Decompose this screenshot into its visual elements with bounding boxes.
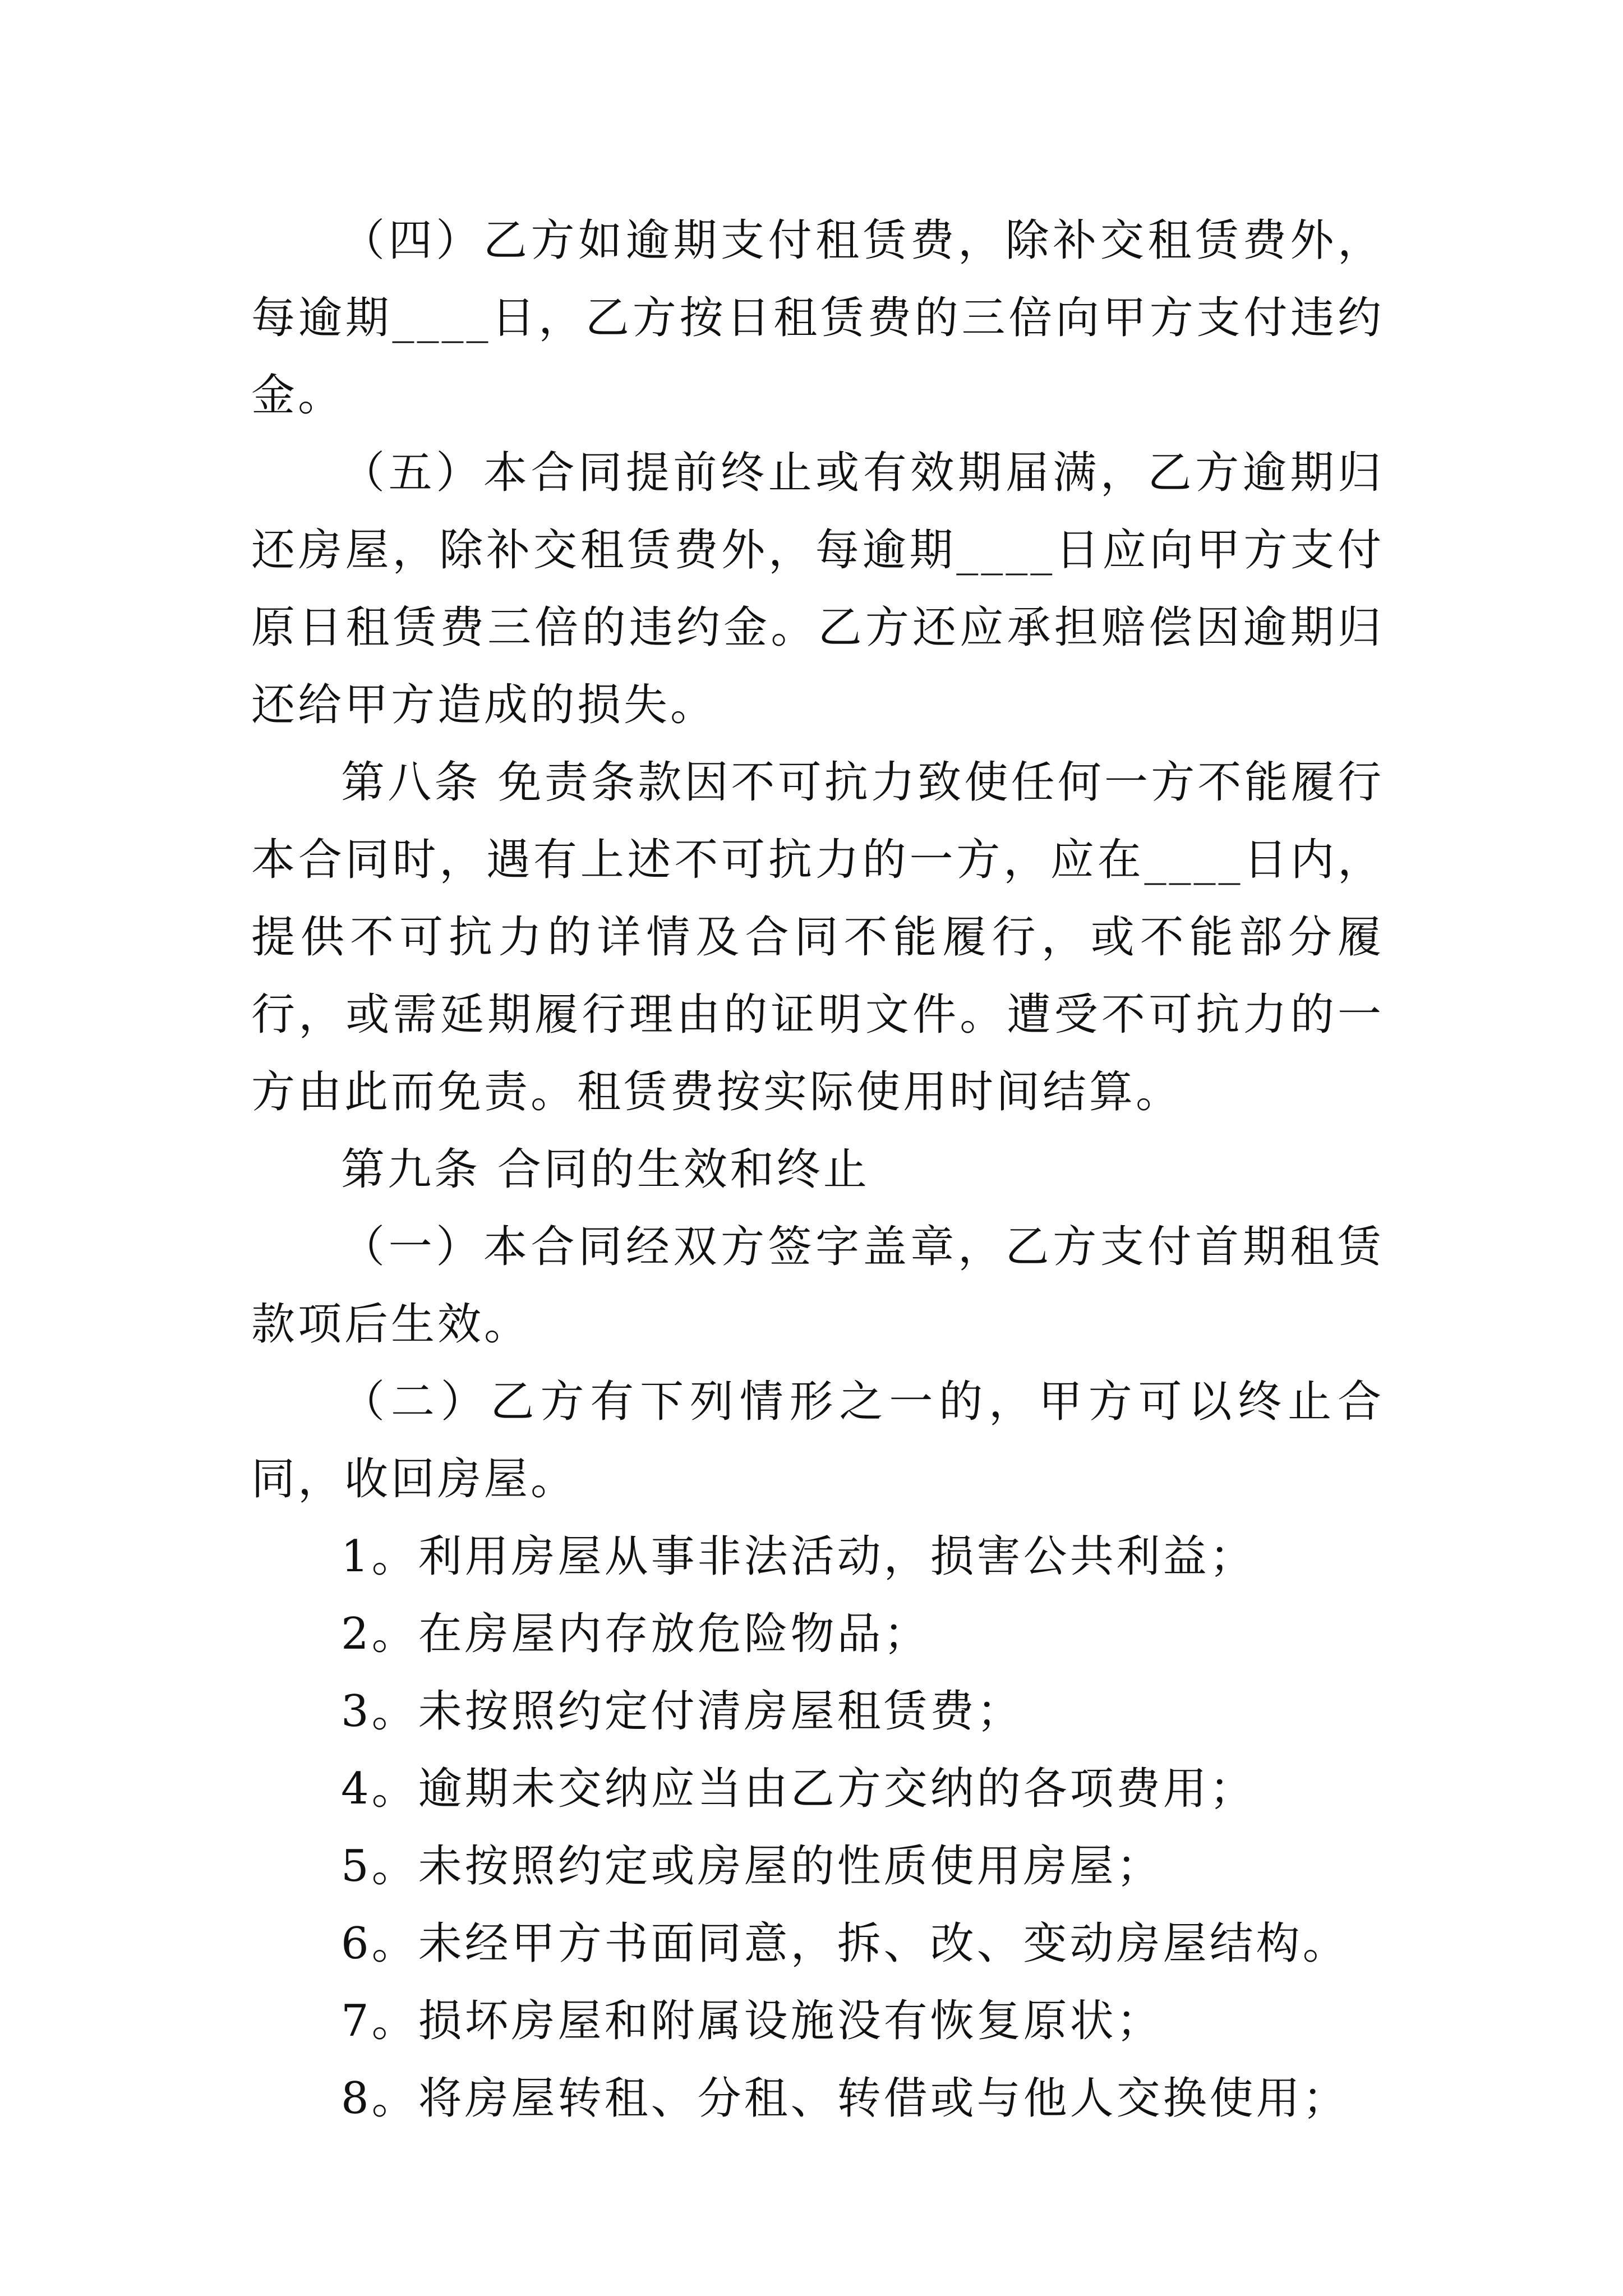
document-page bbox=[251, 202, 1384, 2137]
list-item: 8。将房屋转租、分租、转借或与他人交换使用； bbox=[341, 2073, 1349, 2124]
article-8-force-majeure: 第八条 免责条款因不可抗力致使任何一方不能履行本合同时，遇有上述不可抗力的一方，应在____日内，提供不可抗力的详情及合同不能履行，或不能部分履行，或需延期履行理由的证明文件。遭受不可抗力的一方由此而免责。租赁费按实际使用时间结算。 bbox=[251, 757, 1384, 1117]
list-item: 6。未经甲方书面同意，拆、改、变动房屋结构。 bbox=[341, 1918, 1349, 1969]
clause-4-overdue-rent: （四）乙方如逾期支付租赁费，除补交租赁费外，每逾期____日，乙方按日租赁费的三倍向甲方支付违约金。 bbox=[251, 215, 1384, 421]
article-9-clause-2: （二）乙方有下列情形之一的，甲方可以终止合同，收回房屋。 bbox=[251, 1377, 1384, 1504]
list-item: 3。未按照约定付清房屋租赁费； bbox=[341, 1686, 1023, 1737]
list-item: 7。损坏房屋和附属设施没有恢复原状； bbox=[341, 1996, 1163, 2046]
article-9-clause-1: （一）本合同经双方签字盖章，乙方支付首期租赁款项后生效。 bbox=[251, 1222, 1384, 1350]
clause-5-overdue-return: （五）本合同提前终止或有效期届满，乙方逾期归还房屋，除补交租赁费外，每逾期____日应向甲方支付原日租赁费三倍的违约金。乙方还应承担赔偿因逾期归还给甲方造成的损失。 bbox=[251, 448, 1384, 730]
list-item: 4。逾期未交纳应当由乙方交纳的各项费用； bbox=[341, 1764, 1256, 1814]
article-9-heading: 第九条 合同的生效和终止 bbox=[341, 1144, 870, 1195]
list-item: 2。在房屋内存放危险物品； bbox=[341, 1609, 930, 1659]
list-item: 1。利用房屋从事非法活动，损害公共利益； bbox=[341, 1531, 1256, 1582]
list-item: 5。未按照约定或房屋的性质使用房屋； bbox=[341, 1841, 1163, 1892]
